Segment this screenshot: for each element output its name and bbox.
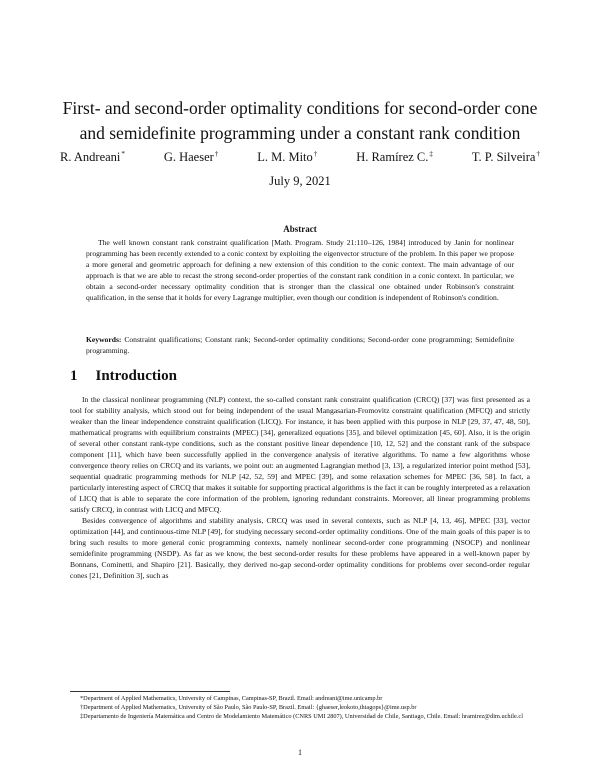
keywords-label: Keywords:	[86, 335, 122, 344]
author: R. Andreani*	[60, 150, 125, 164]
keywords	[86, 334, 514, 356]
author: T. P. Silveira†	[471, 150, 540, 164]
footnote: †Department of Applied Mathematics, University of São Paulo, São Paulo-SP, Brazil. Email: {ghaeser,leokoto,thiagops}@ime.usp.br	[80, 704, 417, 712]
keywords-text: Constraint qualifications; Constant rank; Second-order optimality conditions; Second-order cone programming; Semidefinite programming.	[86, 335, 515, 355]
abstract-heading: Abstract	[283, 224, 317, 234]
section-heading	[70, 368, 177, 385]
footnote: *Department of Applied Mathematics, University of Campinas, Campinas-SP, Brazil. Email: andreani@ime.unicamp.br	[80, 695, 383, 702]
paragraph: Besides convergence of algorithms and stability analysis, CRCQ was used in several contexts, such as NLP [4, 13, 46], MPEC [33], vector optimization [44], and continuous-time NLP [49], for studying necessary second-order optimality conditions. One of the main goals of this paper is to bring such results to more general conic programming contexts, namely nonlinear second-order cone programming (NSOCP) and nonlinear semidefinite programming (NSDP). As far as we know, the best second-order results for these problems have appeared in a well-known paper by Bonnans, Cominetti, and Shapiro [21]. Basically, they derived no-gap second-order optimality conditions for problems over second-order regular cones [21, Definition 3], such as	[70, 516, 530, 580]
title-line-1: First- and second-order optimality conditions for second-order cone	[62, 98, 538, 118]
page-number: 1	[298, 748, 302, 757]
author: G. Haeser†	[163, 150, 219, 164]
section-number: 1	[70, 368, 78, 384]
section-title: Introduction	[95, 368, 177, 384]
footnote-divider	[70, 691, 230, 692]
body-text	[70, 394, 530, 581]
author: H. Ramírez C.‡	[356, 150, 433, 164]
abstract-text: The well known constant rank constraint qualification [Math. Program. Study 21:110–126, 1984] introduced by Janin for nonlinear programming has been recently extended to a conic context by exploiting the eigenvector structure of the problem. In this paper we propose a more general and geometric approach for defining a new extension of this condition to the conic context. The main advantage of our approach is that we are able to recast the strong second-order properties of the constant rank condition in a conic context. In particular, we obtain a second-order necessary optimality condition that is stronger than the classical one obtained under Robinson's constraint qualification, in the sense that it holds for every Lagrange multiplier, even though our condition is independent of Robinson's condition.	[86, 238, 514, 302]
author: L. M. Mito†	[257, 150, 318, 164]
author-list	[60, 150, 540, 165]
footnote: ‡Departamento de Ingeniería Matemática and Centro de Modelamiento Matemático (CNRS UMI 2807), Universidad de Chile, Santiago, Chile. Email: hramirez@dim.uchile.cl	[80, 713, 523, 721]
title-line-2: and semidefinite programming under a constant rank condition	[79, 123, 521, 143]
paragraph: In the classical nonlinear programming (NLP) context, the so-called constant rank constraint qualification (CRCQ) [37] was first presented as a tool for stability analysis, which stood out for being independent of the usual Mangasarian-Fromovitz constraint qualification (MFCQ) and strictly weaker than the linear independence constraint qualification (LICQ). For instance, it has been applied with this purpose in NLP [29, 37, 47, 48, 50], mathematical programs with equilibrium constraints (MPEC) [34], generalized equations [35], and bilevel optimization [45, 60]. Also, it is the origin of several other constant rank-type conditions, such as the constant positive linear dependence [10, 12, 52] and the constant rank of the subspace component [11], which have been successfully applied in the convergence analysis of iterative algorithms. To name a few algorithms whose convergence theory relies on CRCQ and its variants, we point out: an augmented Lagrangian method [3, 13], a regularized interior point method [53], sequential quadratic programming methods for NLP [42, 52, 59] and MPEC [39], and some relaxation schemes for MPEC [36, 58]. In fact, a particularly interesting aspect of CRCQ that makes it suitable for supporting practical algorithms is the fact it can be roughly interpreted as a relaxation of LICQ that is able to separate the core information of the problem, ignoring redundant constraints. Moreover, all linear programming problems satisfy CRCQ, in contrast with LICQ and MFCQ.	[70, 395, 530, 514]
publication-date: July 9, 2021	[269, 174, 331, 188]
footnotes	[70, 694, 530, 722]
paper-title	[50, 96, 550, 146]
